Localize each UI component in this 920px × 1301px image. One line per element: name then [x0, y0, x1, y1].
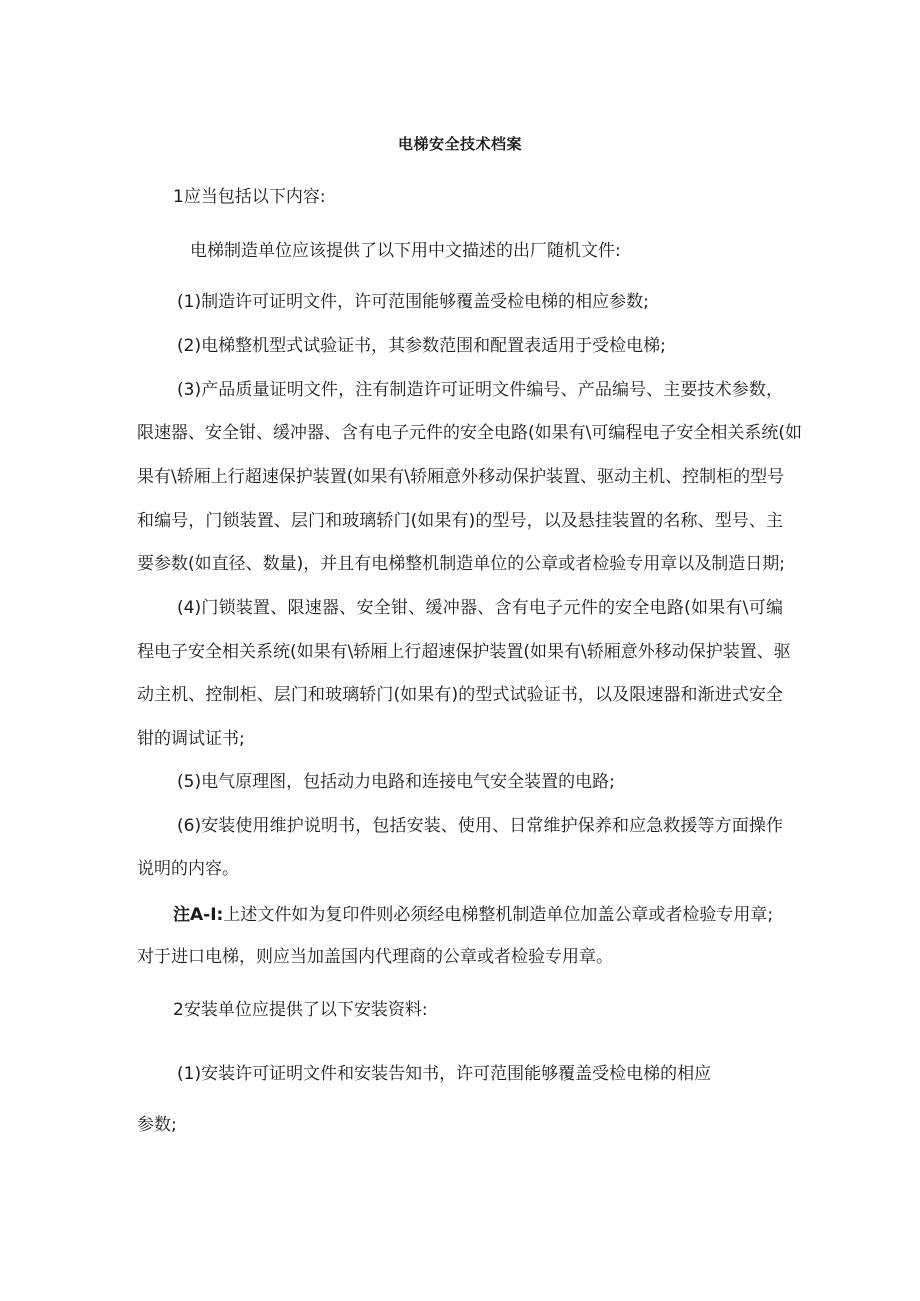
item-3-line-4: 和编号，门锁装置、层门和玻璃轿门(如果有)的型号，以及悬挂装置的名称、型号、主 [137, 511, 783, 531]
install-item-1-line-2: 参数; [137, 1115, 177, 1135]
note-label: 注A-I: [173, 905, 224, 925]
item-6-line-2: 说明的内容。 [137, 859, 239, 879]
item-2: (2)电梯整机型式试验证书，其参数范围和配置表适用于受检电梯; [177, 336, 666, 356]
note-line-2: 对于进口电梯，则应当加盖国内代理商的公章或者检验专用章。 [137, 947, 613, 967]
item-6-line-1: (6)安装使用维护说明书，包括安装、使用、日常维护保养和应急救援等方面操作 [177, 816, 783, 836]
note-text-1: 上述文件如为复印件则必须经电梯整机制造单位加盖公章或者检验专用章; [223, 905, 774, 925]
item-3-line-2: 限速器、安全钳、缓冲器、含有电子元件的安全电路(如果有\可编程电子安全相关系统(如 [137, 423, 802, 443]
item-5: (5)电气原理图，包括动力电路和连接电气安全装置的电路; [177, 772, 615, 792]
intro-paragraph: 电梯制造单位应该提供了以下用中文描述的出厂随机文件: [190, 241, 621, 261]
document-title: 电梯安全技术档案 [397, 135, 522, 153]
item-3-line-3: 果有\轿厢上行超速保护装置(如果有\轿厢意外移动保护装置、驱动主机、控制柜的型号 [137, 467, 785, 487]
install-item-1-line-1: (1)安装许可证明文件和安装告知书，许可范围能够覆盖受检电梯的相应 [177, 1064, 712, 1084]
item-3-line-1: (3)产品质量证明文件，注有制造许可证明文件编号、产品编号、主要技术参数， [177, 380, 783, 400]
section-2-heading: 2安装单位应提供了以下安装资料: [173, 1000, 428, 1020]
section-1-heading: 1应当包括以下内容: [173, 187, 326, 207]
item-4-line-2: 程电子安全相关系统(如果有\轿厢上行超速保护装置(如果有\轿厢意外移动保护装置、驱 [137, 642, 791, 662]
item-4-line-4: 钳的调试证书; [137, 729, 245, 749]
item-4-line-3: 动主机、控制柜、层门和玻璃轿门(如果有)的型式试验证书，以及限速器和渐进式安全 [137, 685, 783, 705]
note-line-1 [173, 904, 773, 926]
item-3-line-5: 要参数(如直径、数量)，并且有电梯整机制造单位的公章或者检验专用章以及制造日期; [137, 554, 785, 574]
item-1: (1)制造许可证明文件，许可范围能够覆盖受检电梯的相应参数; [177, 292, 649, 312]
item-4-line-1: (4)门锁装置、限速器、安全钳、缓冲器、含有电子元件的安全电路(如果有\可编 [177, 598, 783, 618]
